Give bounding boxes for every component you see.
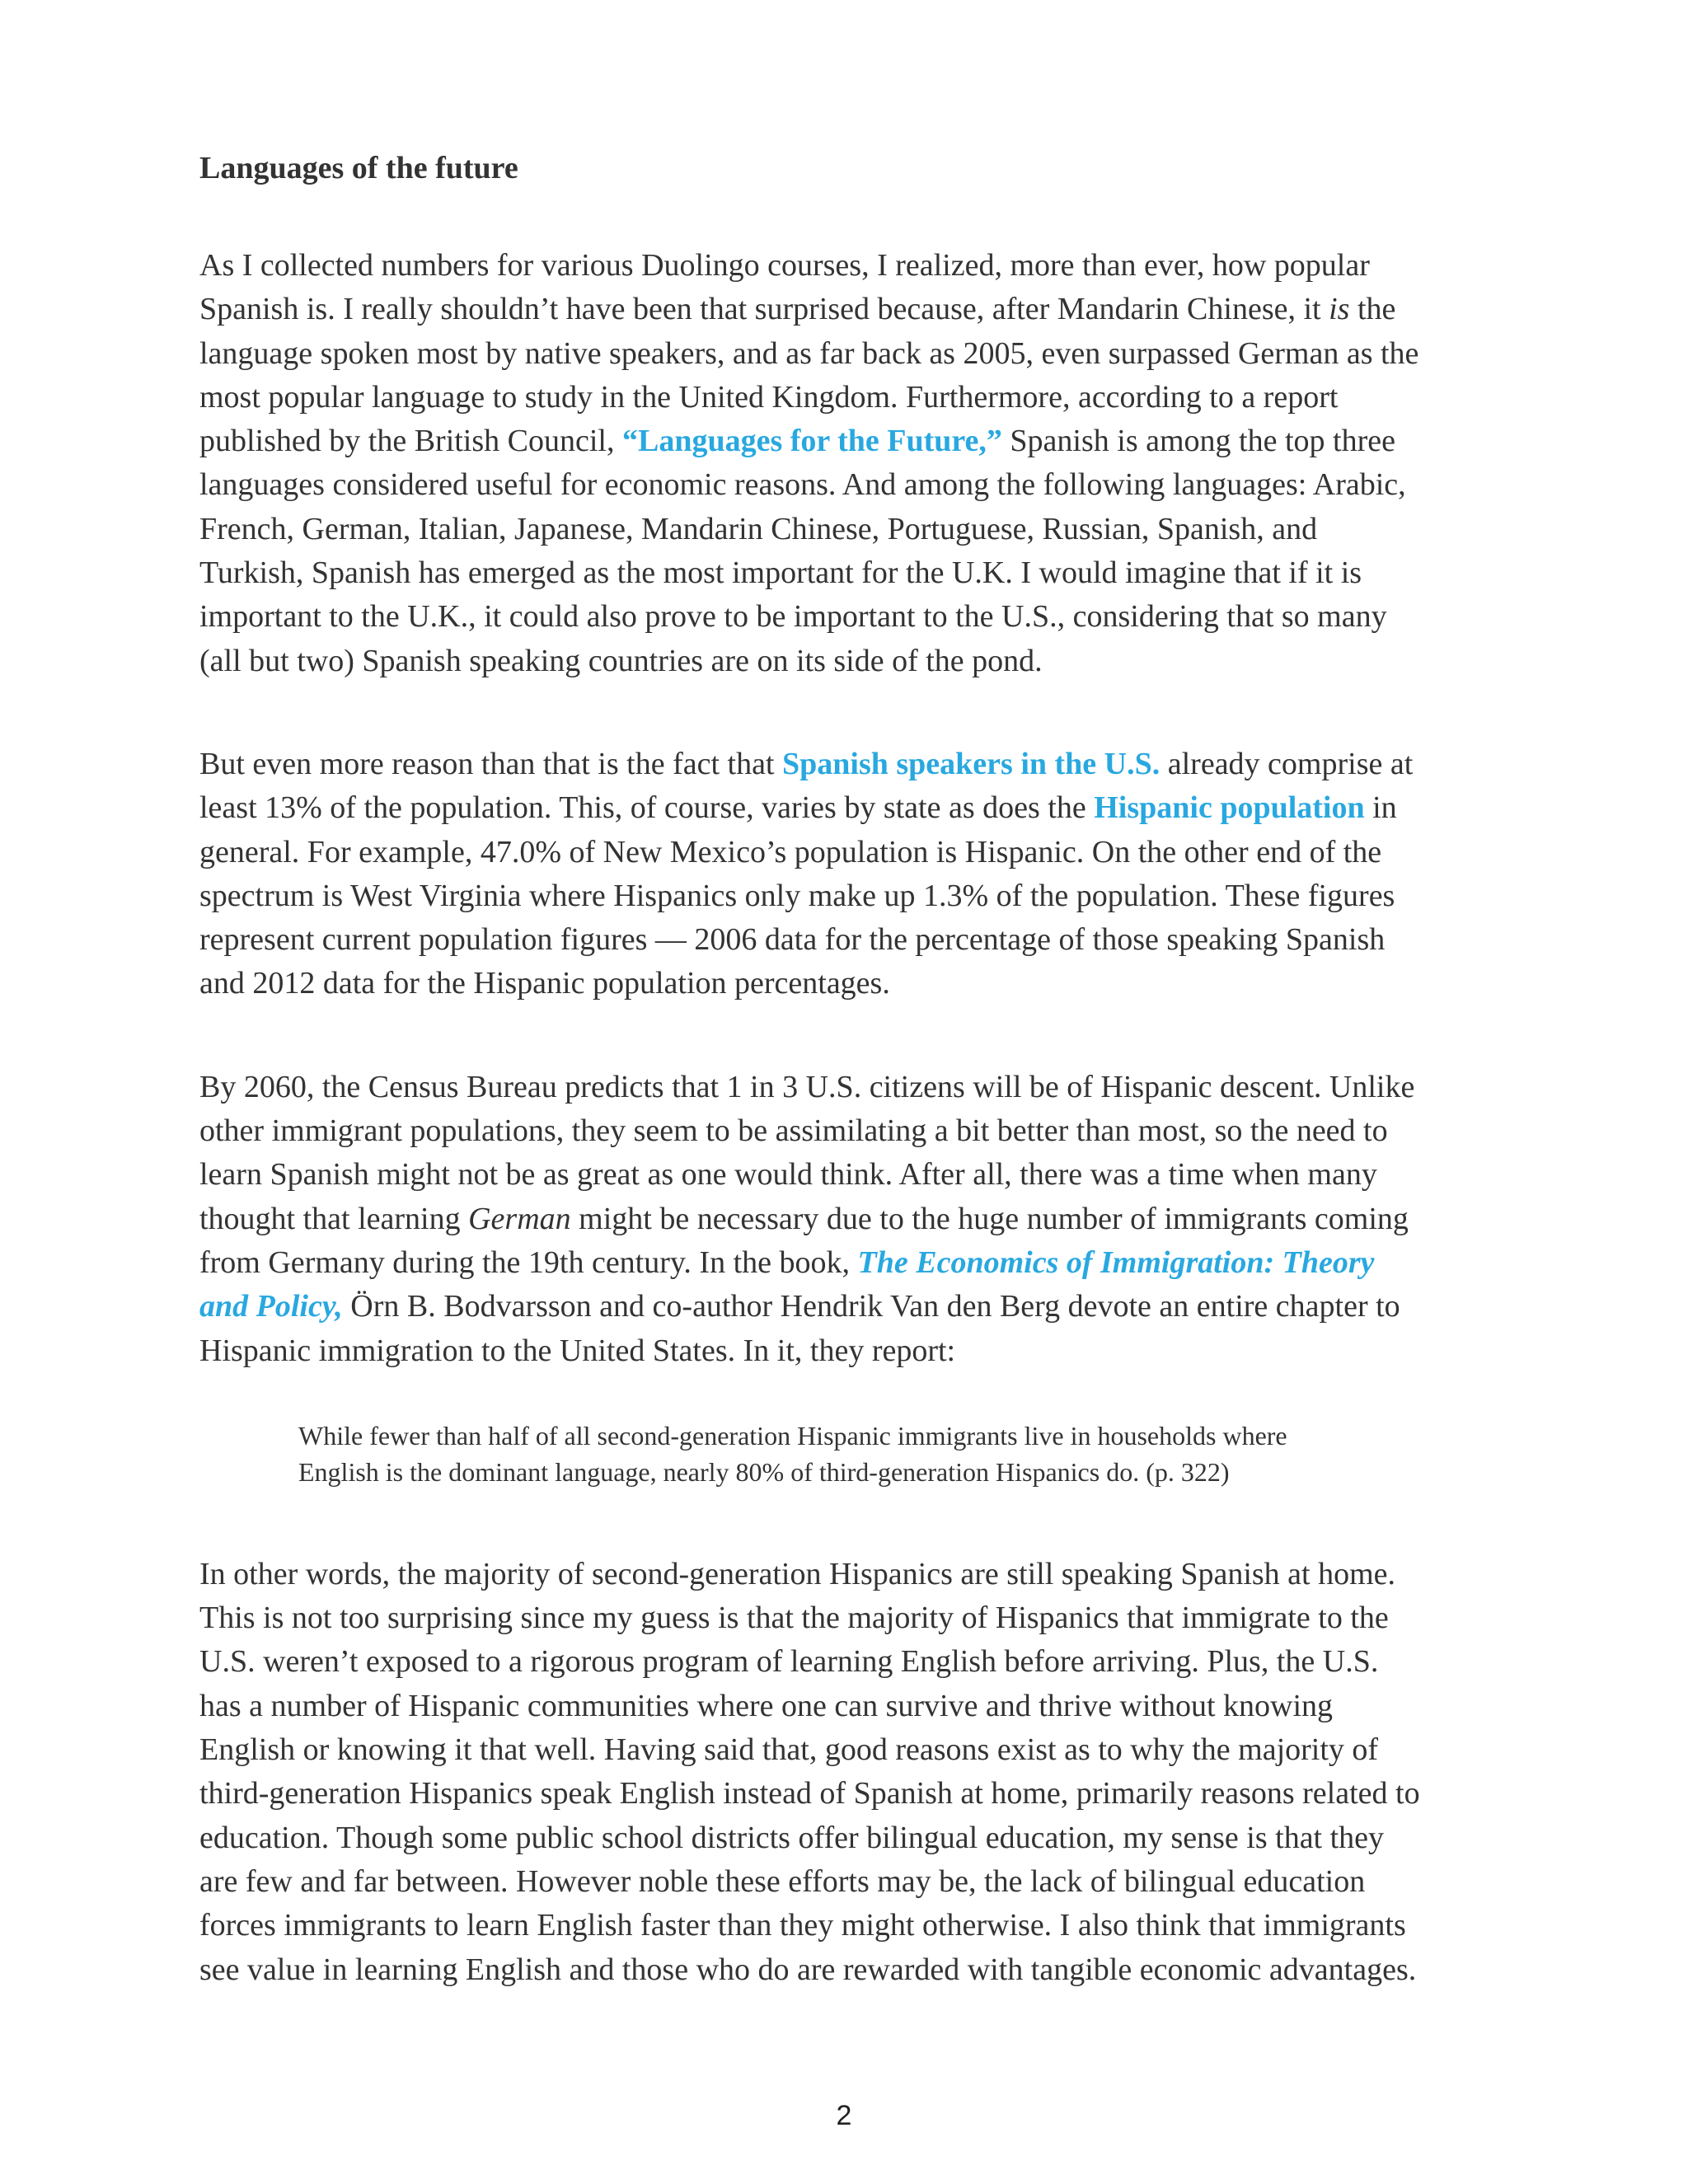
text-line: Hispanic immigration to the United States. In it, they report: <box>199 1333 956 1368</box>
text-segment: in <box>1364 790 1397 826</box>
block-quote <box>298 1418 1502 1490</box>
text-line: English or knowing it that well. Having said that, good reasons exist as to why the majority of <box>199 1732 1379 1768</box>
text-segment: published by the British Council, <box>199 424 622 459</box>
text-line: This is not too surprising since my guess is that the majority of Hispanics that immigrate to the <box>199 1601 1389 1636</box>
text-line: and 2012 data for the Hispanic population percentages. <box>199 966 890 1001</box>
text-segment: least 13% of the population. This, of course, varies by state as does the <box>199 790 1095 826</box>
text-line <box>199 790 1397 825</box>
page-number: 2 <box>836 2100 852 2131</box>
section-heading: Languages of the future <box>199 151 518 185</box>
text-line: Turkish, Spanish has emerged as the most important for the U.K. I would imagine that if it is <box>199 555 1362 591</box>
text-line <box>199 292 1395 326</box>
quote-line: While fewer than half of all second-generation Hispanic immigrants live in households where <box>298 1420 1287 1451</box>
text-segment: Spanish is among the top three <box>1001 424 1395 459</box>
text-line: As I collected numbers for various Duolingo courses, I realized, more than ever, how popular <box>199 248 1370 283</box>
text-line <box>199 424 1395 458</box>
text-segment: the <box>1349 292 1396 327</box>
text-line: general. For example, 47.0% of New Mexico’s population is Hispanic. On the other end of the <box>199 834 1382 869</box>
economics-of-immigration-link[interactable]: The Economics of Immigration: Theory <box>857 1244 1375 1280</box>
text-line: U.S. weren’t exposed to a rigorous program of learning English before arriving. Plus, the U.S. <box>199 1644 1379 1680</box>
text-line: forces immigrants to learn English faster than they might otherwise. I also think that immigrants <box>199 1908 1406 1943</box>
text-line: important to the U.K., it could also prove to be important to the U.S., considering that so many <box>199 599 1387 635</box>
text-segment: already comprise at <box>1160 746 1414 781</box>
hispanic-population-link[interactable]: Hispanic population <box>1094 790 1365 826</box>
text-line: spectrum is West Virginia where Hispanics only make up 1.3% of the population. These figures <box>199 878 1395 913</box>
paragraph-spanish-popularity <box>199 244 1502 683</box>
text-line: see value in learning English and those who do are rewarded with tangible economic advantages. <box>199 1952 1417 1987</box>
text-line: (all but two) Spanish speaking countries are on its side of the pond. <box>199 643 1043 678</box>
text-line <box>199 1202 1409 1236</box>
text-segment: from Germany during the 19th century. In the book, <box>199 1244 858 1280</box>
text-line <box>199 747 1413 781</box>
text-line: language spoken most by native speakers, and as far back as 2005, even surpassed German as the <box>199 335 1419 371</box>
document-page <box>199 147 1502 2051</box>
economics-of-immigration-link-continued[interactable]: and Policy, <box>199 1289 343 1324</box>
text-segment: But even more reason than that is the fact that <box>199 746 782 781</box>
text-segment: might be necessary due to the huge number of immigrants coming <box>570 1201 1409 1236</box>
languages-for-the-future-link[interactable]: “Languages for the Future,” <box>621 424 1002 459</box>
text-line: are few and far between. However noble these efforts may be, the lack of bilingual education <box>199 1863 1366 1899</box>
text-line <box>199 1245 1375 1280</box>
paragraph-second-generation <box>199 1553 1502 1992</box>
emphasis-text: German <box>468 1201 571 1236</box>
text-line: represent current population figures — 2006 data for the percentage of those speaking Spanish <box>199 922 1386 958</box>
text-line: learn Spanish might not be as great as one would think. After all, there was a time when many <box>199 1157 1377 1193</box>
text-line: French, German, Italian, Japanese, Mandarin Chinese, Portuguese, Russian, Spanish, and <box>199 511 1318 546</box>
paragraph-us-spanish-speakers <box>199 743 1502 1006</box>
emphasis-text: is <box>1329 292 1350 327</box>
text-segment: Spanish is. I really shouldn’t have been that surprised because, after Mandarin Chinese, it <box>199 292 1329 327</box>
quote-line: English is the dominant language, nearly 80% of third-generation Hispanics do. (p. 322) <box>298 1456 1230 1487</box>
text-line: languages considered useful for economic reasons. And among the following languages: Arabic, <box>199 467 1406 503</box>
text-segment: thought that learning <box>199 1201 469 1236</box>
text-line: has a number of Hispanic communities where one can survive and thrive without knowing <box>199 1688 1334 1723</box>
text-line: By 2060, the Census Bureau predicts that 1 in 3 U.S. citizens will be of Hispanic descent. Unlike <box>199 1069 1415 1104</box>
text-line: most popular language to study in the United Kingdom. Furthermore, according to a report <box>199 379 1339 415</box>
spanish-speakers-link[interactable]: Spanish speakers in the U.S. <box>782 746 1160 781</box>
text-line: other immigrant populations, they seem to be assimilating a bit better than most, so the need to <box>199 1113 1388 1149</box>
text-line: education. Though some public school districts offer bilingual education, my sense is that they <box>199 1820 1385 1855</box>
text-segment: Örn B. Bodvarsson and co-author Hendrik Van den Berg devote an entire chapter to <box>342 1289 1400 1324</box>
paragraph-census-prediction <box>199 1066 1502 1373</box>
text-line: third-generation Hispanics speak English instead of Spanish at home, primarily reasons related to <box>199 1776 1420 1811</box>
text-line <box>199 1289 1400 1324</box>
text-line: In other words, the majority of second-generation Hispanics are still speaking Spanish at home. <box>199 1556 1396 1591</box>
